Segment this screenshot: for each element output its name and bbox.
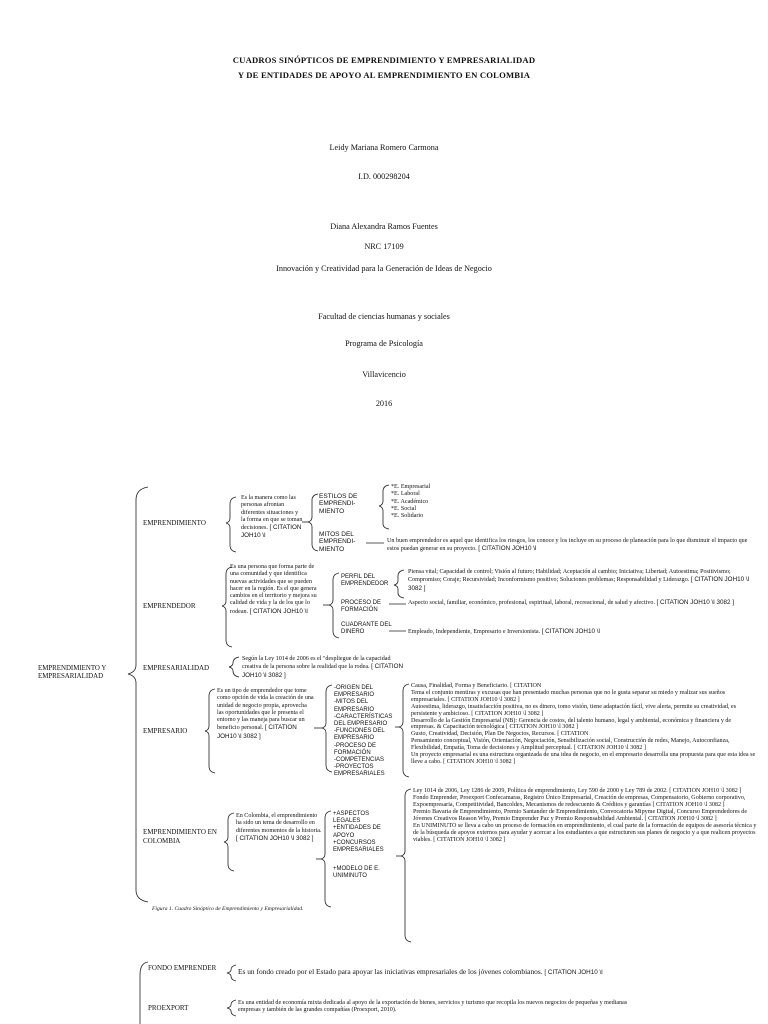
figure-caption: Figura 1. Cuadro Sinóptico de Emprendimiento y Empresarialidad. (152, 906, 304, 912)
nrc: NRC 17109 (364, 242, 404, 251)
b5-keys: +ASPECTOS LEGALES +ENTIDADES DE APOYO +CONCURSOS EMPRESARIALES +MODELO DE E. UNIMINUTO (333, 811, 384, 880)
entity-text-fondo-emprender: Es un fondo creado por el Estado para apoyar las iniciativas empresariales de los jóvenes colombianos. [ CITATION JOH10 \l (238, 967, 603, 976)
branch-empresario: EMPRESARIO (143, 727, 188, 735)
b1-estilos-list: *E. Empresarial *E. Laboral *E. Académico *E. Social *E. Solidario (391, 484, 431, 520)
b2-cuadrante-text: Empleado, Independiente, Empresario e Inversionista. [ CITATION JOH10 \l (408, 628, 600, 635)
b5-texts: Ley 1014 de 2006, Ley 1286 de 2009, Política de emprendimiento, Ley 590 de 2000 y Ley 789 de 2002. [ CITATION JOH10 \l 3082 ] Fondo Emprender, Proexport Confecamaras, Registro Único Empresarial, Creación de empresas, Compensatorio, Gobierno corporativo, Expoempresaria, Competitividad, Bancoldex, Mecanismos de redescuento & Créditos y garantías [ CITATION JOH10 \l 3082 ] Premio Bavaria de Emprendimiento, Premio Santander de Emprendimiento, Convocatoria Mipyme Digital, Concurso Emprendedores de Jóvenes Creativos Reason Why, Premio Emprender Paz y Premio Responsabilidad Ambiental. [ CITATION JOH10 \l 3082 ] En UNIMINUTO se lleva a cabo un proceso de formación en emprendimiento, el cual parte de la formación de equipos de asesoría técnica y de la búsqueda de apoyos externos para ayudar y acercar a los estudiantes a que estructuren sus planes de negocio y a que realicen proyectos viables. [ CITATION JOH10 \l 3082 ] (413, 788, 757, 843)
doc-title-line1: CUADROS SINÓPTICOS DE EMPRENDIMIENTO Y EMPRESARIALIDAD (232, 55, 536, 65)
id-1: I.D. 000298204 (358, 172, 410, 181)
entity-label-fondo-emprender: FONDO EMPRENDER (148, 964, 217, 972)
branch-emprendedor: EMPRENDEDOR (143, 602, 196, 610)
author-2: Diana Alexandra Ramos Fuentes (330, 222, 438, 231)
b1-estilos: ESTILOS DE EMPRENDI- MIENTO (319, 493, 358, 515)
b1-mitos-text: Un buen emprendedor es aquel que identifica los riesgos, los conoce y los incluye en su proceso de planeación para lo que disminuir el impacto que estos puedan generar en su proyecto. [ CITATION JOH10 \l (387, 538, 748, 553)
b4-keys: -ORIGEN DEL EMPRESARIO -MITOS DEL EMPRESARIO -CARACTERÍSTICAS DEL EMPRESARIO -FUNCIONES DEL EMPRESARIO -PROCESO DE FORMACIÓN -COMPETENCIAS -PROYECTOS EMPRESARIALES (334, 685, 393, 778)
b2-proceso-text: Aspecto social, familiar, económico, profesional, espiritual, laboral, recreacional, de salud y afectivo. [ CITATION JOH10 \l 3082 ] (408, 599, 734, 606)
course: Innovación y Creatividad para la Generación de Ideas de Negocio (276, 264, 492, 273)
b2-cuadrante: CUADRANTE DEL DINERO (341, 622, 392, 636)
faculty: Facultad de ciencias humanas y sociales (318, 312, 450, 321)
diagram-root: EMPRENDIMIENTO Y EMPRESARIALIDAD (38, 665, 107, 681)
branch-emprendimiento: EMPRENDIMIENTO (143, 519, 206, 527)
program: Programa de Psicología (345, 339, 423, 348)
b2-perfil: PERFIL DEL EMPRENDEDOR (341, 574, 389, 588)
branch-emprendimiento-colombia: EMPRENDIMIENTO EN COLOMBIA (143, 828, 217, 845)
doc-title-line2: Y DE ENTIDADES DE APOYO AL EMPRENDIMIENTO EN COLOMBIA (237, 70, 531, 80)
b2-desc: Es una persona que forma parte de una comunidad y que identifica nuevas actividades que se pueden hacer en la región. Es el que genera cambios en el territorio y mejora su calidad de vida y la de los que lo rodean. [ CITATION JOH10 \l (230, 564, 317, 615)
b3-desc: Según la Ley 1014 de 2006 es el "despliegue de la capacidad creativa de la persona sobre la realidad que la rodea. [ CITATION JOH10 \l 3082 ] (242, 656, 404, 679)
year: 2016 (375, 399, 393, 408)
b1-mitos: MITOS DEL EMPRENDI- MIENTO (319, 531, 356, 553)
branch-empresarialidad: EMPRESARIALIDAD (143, 664, 210, 672)
entity-label-proexport: PROEXPORT (148, 1004, 189, 1012)
b2-perfil-text: Piensa vital; Capacidad de control; Visión al futuro; Habilidad; Aceptación al cambio; Iniciativa; Libertad; Autoestima; Positivismo; Compromiso; Coraje; Recursividad; Inconformismo positivo; Soluciones problemas; Responsabilidad y Liderazgo. [ CITATION JOH10 \l 3082 ] (408, 569, 750, 592)
b2-proceso: PROCESO DE FORMACIÓN (341, 600, 382, 614)
b4-desc: Es un tipo de emprendedor que tome como opción de vida la creación de una unidad de negocio propia, aprovecha las oportunidades que le presenta el entorno y las maneja para buscar un beneficio personal. [ CITATION JOH10 \l 3082 ] (217, 688, 314, 740)
b5-desc: En Colombia, el emprendimiento ha sido un tema de desarrollo en diferentes momentos de la historia. [ CITATION JOH10 \l 3082 ] (236, 813, 322, 842)
entity-text-proexport: Es una entidad de economía mixta dedicada al apoyo de la exportación de bienes, servicios y turismo que recopila los nuevos negocios de pequeñas y medianas empresas y también de las grandes compañías (Proexport, 2010). (238, 1000, 628, 1014)
b4-texts: Causa, Finalidad, Forma y Beneficiario. [ CITATION Tema el conjunto mentiras y excusas que han presentado muchas personas que no le gusta separar su miedo y realizar sus sueños empresariales. [ CITATION JOH10 \l 3082 ] Autoestima, liderazgo, insatisfacción positiva, no es dinero, tomo visión, tiene adaptación fácil, vive alerta, permite su creatividad, es persistente y ambicioso. [ CITATION JOH10 \l 3082 ] Desarrollo de la Gestión Empresarial (NB): Gerencia de costos, del talento humano, legal y ambiental, económica y financiera y de empresas. & Capacitación tecnológica [ CITATION JOH10 \l 3082 ] Gusto, Creatividad, Decisión, Plan De Negocios, Recursos. [ CITATION Pensamiento conceptual, Visión, Orientación, Negociación, Sensibilización social, Construcción de redes, Manejo, Autoconfianza, Flexibilidad, Empatía, Toma de decisiones y Amplitud perceptual. [ CITATION JOH10 \l 3082 ] Un proyecto empresarial es una estructura organizada de una idea de negocio, en el empresario desarrolla una propuesta para que esta idea se lleve a cabo. [ CITATION JOH10 \l 3082 ] (411, 683, 756, 765)
b1-desc: Es la manera como las personas afrontan diferentes situaciones y la forma en que se toman decisiones. [ CITATION JOH10 \l (241, 495, 303, 540)
author-1: Leidy Mariana Romero Carmona (329, 143, 439, 152)
city: Villavicencio (362, 370, 406, 379)
